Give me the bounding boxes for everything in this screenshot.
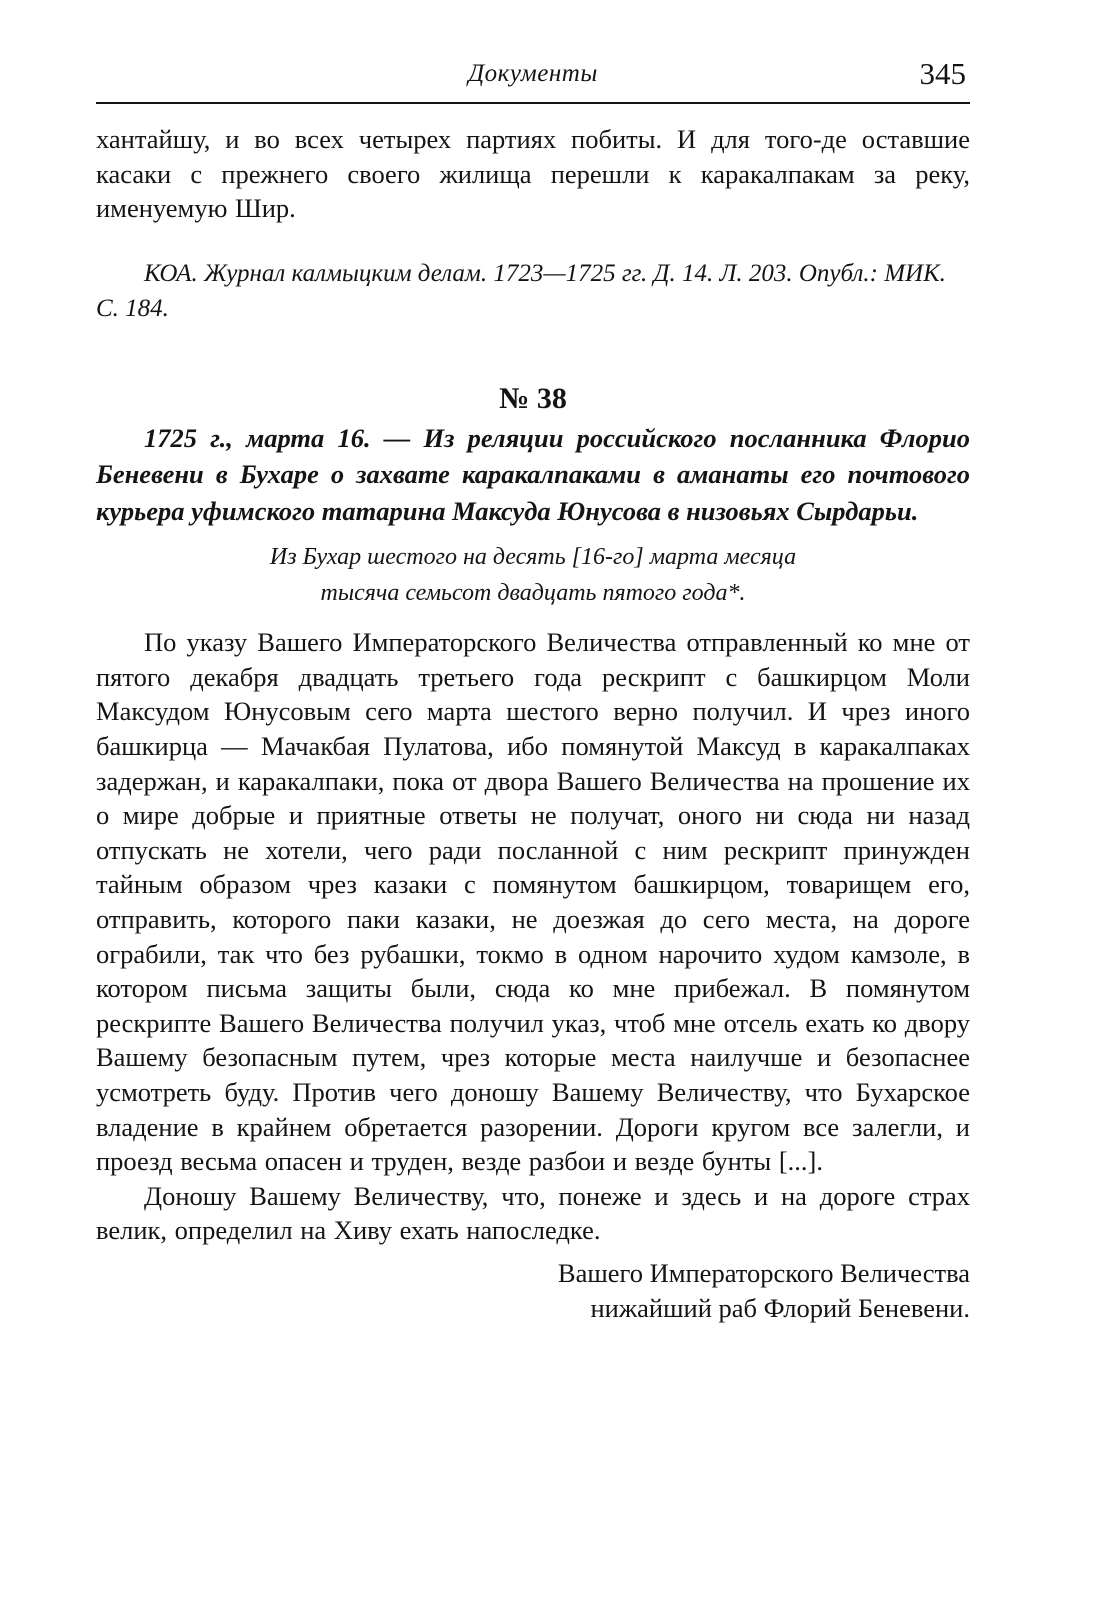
document-number: № 38 (499, 381, 567, 415)
signature-block (96, 1256, 970, 1325)
document-heading: 1725 г., марта 16. — Из реляции российского посланника Флорио Беневени в Бухаре о захвате каракалпаками в аманаты его почтового курьера уфимского татарина Максуда Юнусова в низовьях Сырдарьи. (96, 422, 970, 526)
source-note: КОА. Журнал калмыцким делам. 1723—1725 гг. Д. 14. Л. 203. Опубл.: МИК. С. 184. (96, 259, 946, 322)
signature: нижайший раб Флорий Беневени. (590, 1292, 970, 1323)
letter-paragraph-2: Доношу Вашему Величеству, что, понеже и здесь и на дороге страх велик, определил на Хиву ехать напоследке. (96, 1180, 970, 1246)
running-head (96, 50, 970, 102)
letter-paragraph-1: По указу Вашего Императорского Величества отправленный ко мне от пятого декабря двадцать третьего года рескрипт с башкирцом Моли Максудом Юнусовым сего марта шестого верно получил. И чрез иного башкирца — Мачакбая Пулатова, ибо помянутой Максуд в каракалпаках задержан, и каракалпаки, пока от двора Вашего Величества на прошение их о мире добрые и приятные ответы не получат, оного ни сюда ни назад отпускать не хотели, чего ради посланной с ним рескрипт принужден тайным образом чрез казаки с помянутом башкирцом, товарищем его, отправить, которого паки казаки, не доезжая до сего места, на дороге ограбили, так что без рубашки, токмо в одном нарочито худом камзоле, в котором письма защиты были, сюда ко мне прибежал. В помянутом рескрипте Вашего Величества получил указ, чтоб мне отсель ехать ко двору Вашему безопасным путем, чрез которые места наилучше и безопаснее усмотреть буду. Против чего доношу Вашему Величеству, что Бухарское владение в крайнем обретается разорении. Дороги кругом все залегли, и проезд весьма опасен и труден, везде разбои и везде бунты [...]. (96, 627, 970, 1177)
running-title: Документы (468, 60, 598, 87)
continued-paragraph: хантайшу, и во всех четырех партиях побиты. И для того-де оставшие касаки с прежнего своего жилища перешли к каракалпакам за реку, именуемую Шир. (96, 124, 970, 224)
dateline-line-1: Из Бухар шестого на десять [16-го] марта месяца (269, 544, 797, 571)
dateline-line-2: тысяча семьсот двадцать пятого года*. (320, 580, 746, 607)
dateline (96, 539, 970, 611)
closing-salutation: Вашего Императорского Величества (557, 1257, 970, 1288)
page-number: 345 (919, 56, 966, 91)
document-page (96, 50, 970, 1325)
header-rule (96, 102, 970, 104)
